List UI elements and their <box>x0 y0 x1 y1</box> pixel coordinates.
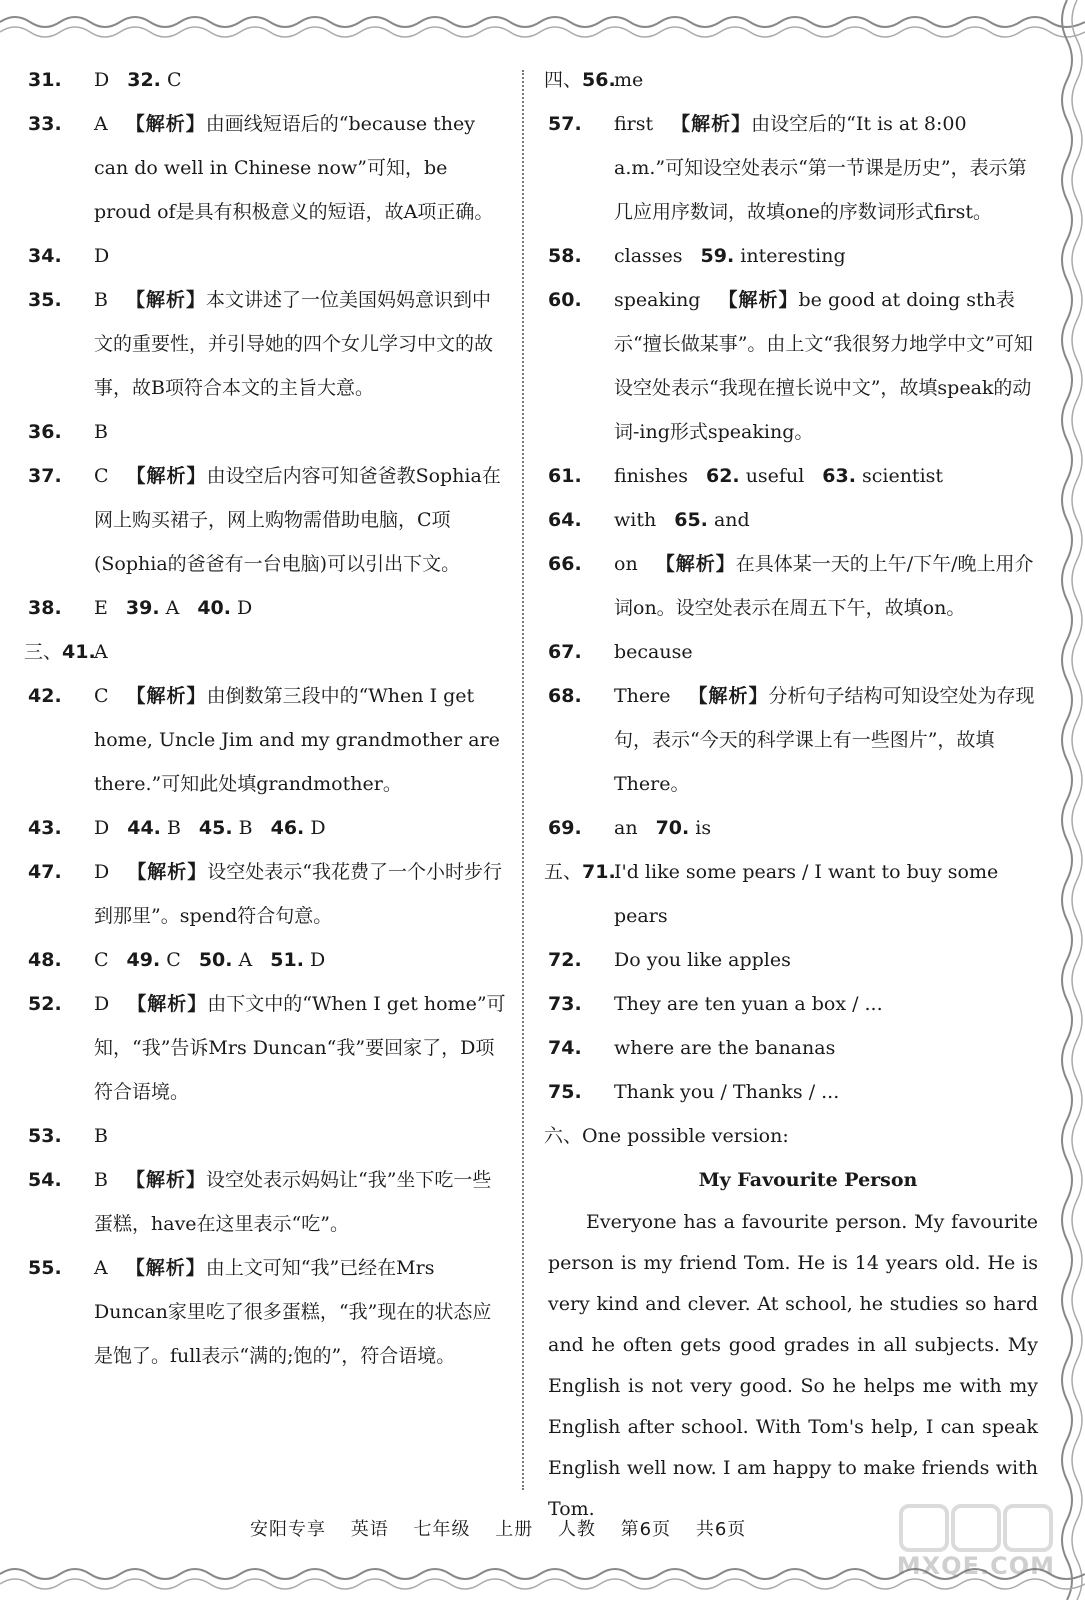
essay-intro-row <box>544 1114 1038 1158</box>
answer-lead <box>548 278 582 322</box>
answer-value: Thank you / Thanks / ... <box>614 1081 840 1103</box>
answer-lead <box>28 410 62 454</box>
question-number: 61. <box>548 465 582 487</box>
question-number: 75. <box>548 1081 582 1103</box>
answer-value: A <box>238 949 253 971</box>
answer-value: and <box>713 509 750 531</box>
analysis-label: 【解析】 <box>688 685 769 707</box>
answer-value: D <box>310 817 326 839</box>
answer-lead <box>548 938 582 982</box>
essay-title: My Favourite Person <box>698 1169 918 1191</box>
answer-lead <box>28 586 62 630</box>
question-number: 39. <box>125 597 160 619</box>
question-number: 47. <box>28 861 62 883</box>
answer-lead <box>28 1158 62 1202</box>
answer-value: D <box>237 597 253 619</box>
answer-value: finishes <box>614 465 688 487</box>
analysis-text: 由画线短语后的“because they can do well in Chinese now”可知，be proud of是具有积极意义的短语，故A项正确。 <box>94 113 494 223</box>
question-number: 48. <box>28 949 62 971</box>
question-number: 35. <box>28 289 62 311</box>
answer-value: A <box>165 597 180 619</box>
answer-lead <box>28 102 62 146</box>
answer-item <box>28 454 508 586</box>
answer-lead <box>28 938 62 982</box>
answer-lead <box>28 234 62 278</box>
section-marker: 三、 <box>24 641 63 663</box>
answer-value: speaking <box>614 289 701 311</box>
analysis-label: 【解析】 <box>125 1257 206 1279</box>
question-number: 50. <box>198 949 233 971</box>
footer-page: 第6页 <box>620 1519 672 1540</box>
answer-value: first <box>614 113 654 135</box>
question-number: 52. <box>28 993 62 1015</box>
answer-item <box>28 586 508 630</box>
analysis-label: 【解析】 <box>125 1169 206 1191</box>
answer-value: scientist <box>861 465 944 487</box>
answer-value: B <box>166 817 181 839</box>
answer-value: where are the bananas <box>614 1037 836 1059</box>
answer-value: A <box>94 641 108 663</box>
question-number: 49. <box>126 949 161 971</box>
question-number: 72. <box>548 949 582 971</box>
analysis-label: 【解析】 <box>126 465 207 487</box>
answer-value: B <box>94 421 108 443</box>
question-number: 40. <box>197 597 231 619</box>
watermark-icon <box>895 1500 1055 1556</box>
answer-item <box>28 58 508 102</box>
answer-lead <box>28 850 62 894</box>
answer-value: There <box>614 685 671 707</box>
question-number: 56. <box>582 69 616 91</box>
answer-item <box>28 806 508 850</box>
answer-item <box>28 278 508 410</box>
answer-item <box>548 806 1038 850</box>
question-number: 51. <box>270 949 304 971</box>
answer-item <box>548 938 1038 982</box>
analysis-text: 由倒数第三段中的“When I get home, Uncle Jim and my grandmother are there.”可知此处填grandmother。 <box>94 685 500 795</box>
answer-lead <box>28 454 62 498</box>
answer-lead <box>548 542 582 586</box>
answer-lead <box>548 1026 582 1070</box>
answer-item <box>548 278 1038 454</box>
question-number: 45. <box>198 817 233 839</box>
question-number: 71. <box>582 861 616 883</box>
footer-subject: 英语 <box>350 1519 389 1540</box>
answer-value: C <box>94 685 109 707</box>
answer-value: B <box>94 289 108 311</box>
answer-item <box>28 1246 508 1378</box>
answer-value: Do you like apples <box>614 949 791 971</box>
section-marker: 五、 <box>544 861 583 883</box>
analysis-label: 【解析】 <box>126 685 207 707</box>
answer-item <box>548 542 1038 630</box>
answer-value: A <box>94 1257 108 1279</box>
question-number: 65. <box>674 509 708 531</box>
answer-value: C <box>166 949 181 971</box>
answer-value: C <box>94 465 109 487</box>
answer-item <box>28 850 508 938</box>
analysis-text: be good at doing sth表示“擅长做某事”。由上文“我很努力地学中文”可知设空处表示“我现在擅长说中文”，故填speak的动词-ing形式speaking。 <box>614 289 1033 443</box>
answer-lead <box>28 806 62 850</box>
answer-item <box>544 850 1038 938</box>
answer-value: D <box>94 817 110 839</box>
question-number: 43. <box>28 817 62 839</box>
analysis-label: 【解析】 <box>127 993 208 1015</box>
question-number: 59. <box>700 245 735 267</box>
analysis-text: 分析句子结构可知设空处为存现句，表示“今天的科学课上有一些图片”，故填There。 <box>614 685 1035 795</box>
answer-value: because <box>614 641 693 663</box>
answer-item <box>548 102 1038 234</box>
answer-value: me <box>614 69 644 91</box>
question-number: 67. <box>548 641 582 663</box>
analysis-label: 【解析】 <box>655 553 736 575</box>
analysis-label: 【解析】 <box>127 861 208 883</box>
question-number: 31. <box>28 69 62 91</box>
answer-value: with <box>614 509 657 531</box>
answer-item <box>548 454 1038 498</box>
footer-edition: 人教 <box>557 1519 596 1540</box>
answer-item <box>548 630 1038 674</box>
answer-value: B <box>238 817 253 839</box>
column-divider <box>522 70 524 1490</box>
left-answer-column <box>24 58 508 1378</box>
answer-value: D <box>309 949 326 971</box>
essay-body: Everyone has a favourite person. My favourite person is my friend Tom. He is 14 years old. He is very kind and clever. At school, he studies so hard and he often gets good grades in all subjects. My English is not very good. So he helps me with my English after school. With Tom's help, I can speak English well now. I am happy to make friends with Tom. <box>548 1211 1038 1520</box>
answer-value: D <box>94 69 110 91</box>
answer-lead <box>548 454 582 498</box>
answer-item <box>28 982 508 1114</box>
answer-value: B <box>94 1169 108 1191</box>
analysis-text: 本文讲述了一位美国妈妈意识到中文的重要性，并引导她的四个女儿学习中文的故事，故B项符合本文的主旨大意。 <box>94 289 494 399</box>
question-number: 46. <box>270 817 305 839</box>
answer-item <box>548 1026 1038 1070</box>
answer-value: is <box>695 817 712 839</box>
right-answer-column <box>544 58 1038 1530</box>
answer-lead <box>548 234 582 278</box>
question-number: 44. <box>127 817 161 839</box>
answer-lead <box>548 102 582 146</box>
analysis-label: 【解析】 <box>125 113 206 135</box>
top-wavy-border <box>0 0 1085 40</box>
question-number: 38. <box>28 597 62 619</box>
watermark-text: MXQE.COM <box>896 1552 1055 1580</box>
answer-lead <box>544 1114 582 1158</box>
question-number: 63. <box>822 465 856 487</box>
right-wavy-border <box>1045 0 1085 1600</box>
answer-item <box>548 1070 1038 1114</box>
answer-item <box>28 674 508 806</box>
answer-item <box>28 1158 508 1246</box>
analysis-label: 【解析】 <box>125 289 206 311</box>
page-footer <box>250 1515 764 1541</box>
essay-intro: One possible version: <box>582 1125 789 1147</box>
question-number: 74. <box>548 1037 582 1059</box>
question-number: 57. <box>548 113 582 135</box>
answer-item <box>24 630 508 674</box>
answer-item <box>548 982 1038 1026</box>
answer-value: D <box>94 861 110 883</box>
answer-lead <box>548 806 582 850</box>
answer-lead <box>28 982 62 1026</box>
analysis-text: 由设空后的“It is at 8:00 a.m.”可知设空处表示“第一节课是历史”，表示第几应用序数词，故填one的序数词形式first。 <box>614 113 1027 223</box>
question-number: 36. <box>28 421 62 443</box>
question-number: 73. <box>548 993 582 1015</box>
answer-item <box>544 58 1038 102</box>
answer-value: D <box>94 245 110 267</box>
answer-value: B <box>94 1125 108 1147</box>
question-number: 32. <box>127 69 161 91</box>
analysis-text: 由上文可知“我”已经在Mrs Duncan家里吃了很多蛋糕，“我”现在的状态应是饱了。full表示“满的;饱的”，符合语境。 <box>94 1257 492 1367</box>
analysis-text: 设空处表示“我花费了一个小时步行到那里”。spend符合句意。 <box>94 861 502 927</box>
question-number: 42. <box>28 685 62 707</box>
answer-lead <box>548 630 582 674</box>
footer-grade: 七年级 <box>413 1519 471 1540</box>
answer-lead <box>548 498 582 542</box>
analysis-text: 由下文中的“When I get home”可知，“我”告诉Mrs Duncan“我”要回家了，D项符合语境。 <box>94 993 506 1103</box>
footer-volume: 上册 <box>495 1519 534 1540</box>
answer-item <box>548 498 1038 542</box>
answer-value: I'd like some pears / I want to buy some pears <box>614 861 999 927</box>
question-number: 60. <box>548 289 582 311</box>
answer-value: E <box>94 597 108 619</box>
answer-value: They are ten yuan a box / ... <box>614 993 883 1015</box>
watermark-logo <box>895 1500 1055 1580</box>
answer-value: D <box>94 993 110 1015</box>
question-number: 68. <box>548 685 582 707</box>
footer-total: 共6页 <box>695 1519 747 1540</box>
answer-value: A <box>94 113 108 135</box>
answer-lead <box>544 850 616 894</box>
analysis-text: 设空处表示妈妈让“我”坐下吃一些蛋糕，have在这里表示“吃”。 <box>94 1169 492 1235</box>
question-number: 64. <box>548 509 582 531</box>
answer-lead <box>548 982 582 1026</box>
answer-value: classes <box>614 245 683 267</box>
question-number: 66. <box>548 553 582 575</box>
question-number: 69. <box>548 817 582 839</box>
question-number: 58. <box>548 245 582 267</box>
answer-value: C <box>94 949 109 971</box>
answer-lead <box>28 1246 62 1290</box>
analysis-label: 【解析】 <box>718 289 799 311</box>
answer-lead <box>28 1114 62 1158</box>
answer-value: interesting <box>740 245 846 267</box>
section-marker: 六、 <box>544 1125 583 1147</box>
answer-value: on <box>614 553 638 575</box>
analysis-label: 【解析】 <box>671 113 752 135</box>
answer-item <box>28 1114 508 1158</box>
question-number: 33. <box>28 113 62 135</box>
answer-item <box>28 938 508 982</box>
question-number: 37. <box>28 465 62 487</box>
answer-lead <box>544 58 616 102</box>
answer-lead <box>28 58 62 102</box>
answer-lead <box>28 674 62 718</box>
answer-item <box>28 234 508 278</box>
question-number: 55. <box>28 1257 62 1279</box>
question-number: 34. <box>28 245 62 267</box>
section-marker: 四、 <box>544 69 583 91</box>
answer-value: C <box>166 69 182 91</box>
question-number: 54. <box>28 1169 62 1191</box>
analysis-text: 在具体某一天的上午/下午/晚上用介词on。设空处表示在周五下午，故填on。 <box>614 553 1034 619</box>
answer-item <box>28 102 508 234</box>
question-number: 41. <box>62 641 96 663</box>
question-number: 70. <box>655 817 690 839</box>
answer-item <box>28 410 508 454</box>
footer-brand: 安阳专享 <box>250 1519 326 1540</box>
answer-lead <box>548 674 582 718</box>
answer-item <box>548 674 1038 806</box>
answer-item <box>548 234 1038 278</box>
answer-lead <box>24 630 96 674</box>
answer-value: useful <box>745 465 805 487</box>
answer-value: an <box>614 817 638 839</box>
analysis-text: 由设空后内容可知爸爸教Sophia在网上购买裙子，网上购物需借助电脑，C项(Sophia的爸爸有一台电脑)可以引出下文。 <box>94 465 501 575</box>
question-number: 62. <box>705 465 740 487</box>
answer-lead <box>28 278 62 322</box>
answer-lead <box>548 1070 582 1114</box>
question-number: 53. <box>28 1125 62 1147</box>
